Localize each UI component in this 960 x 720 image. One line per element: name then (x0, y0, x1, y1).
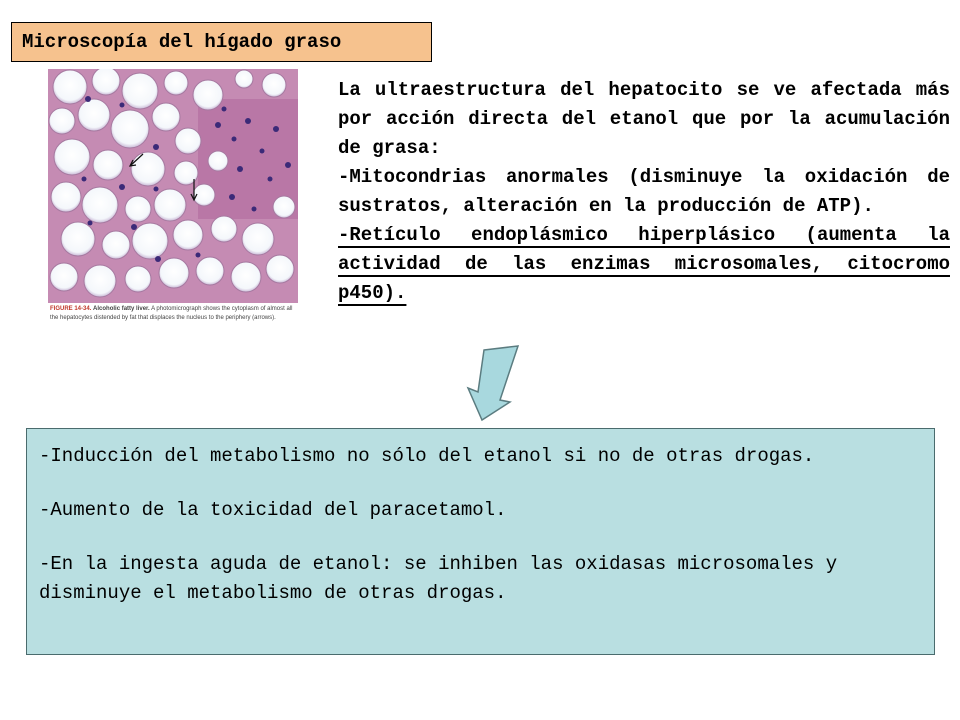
caption-text: A photomicrograph shows the cytoplasm of almost all the hepatocytes distended by fat that displaces the nucleus to the periphery (arrows). (50, 306, 293, 321)
intro-paragraph: La ultraestructura del hepatocito se ve afectada más por acción directa del etanol que por la acumulación de grasa: (338, 79, 950, 159)
figure-caption (50, 305, 296, 323)
ultrastructure-text (338, 76, 950, 308)
slide-title: Microscopía del hígado graso (11, 22, 432, 62)
mitochondria-item: -Mitocondrias anormales (disminuye la oxidación de sustratos, alteración en la producción de ATP). (338, 166, 950, 217)
consequence-item: -Inducción del metabolismo no sólo del etanol si no de otras drogas. (39, 445, 815, 467)
down-arrow-icon (462, 340, 526, 422)
consequence-item: -Aumento de la toxicidad del paracetamol. (39, 499, 507, 521)
micrograph-image (48, 69, 298, 303)
reticulum-item: -Retículo endoplásmico hiperplásico (aumenta la actividad de las enzimas microsomales, citocromo p450). (338, 224, 950, 304)
caption-bold-title: Alcoholic fatty liver. (93, 306, 150, 312)
consequences-box (26, 428, 935, 655)
consequence-item: -En la ingesta aguda de etanol: se inhiben las oxidasas microsomales y disminuye el metabolismo de otras drogas. (39, 553, 838, 604)
caption-figure-number: FIGURE 14-34. (50, 306, 92, 312)
micrograph-figure (48, 69, 298, 343)
